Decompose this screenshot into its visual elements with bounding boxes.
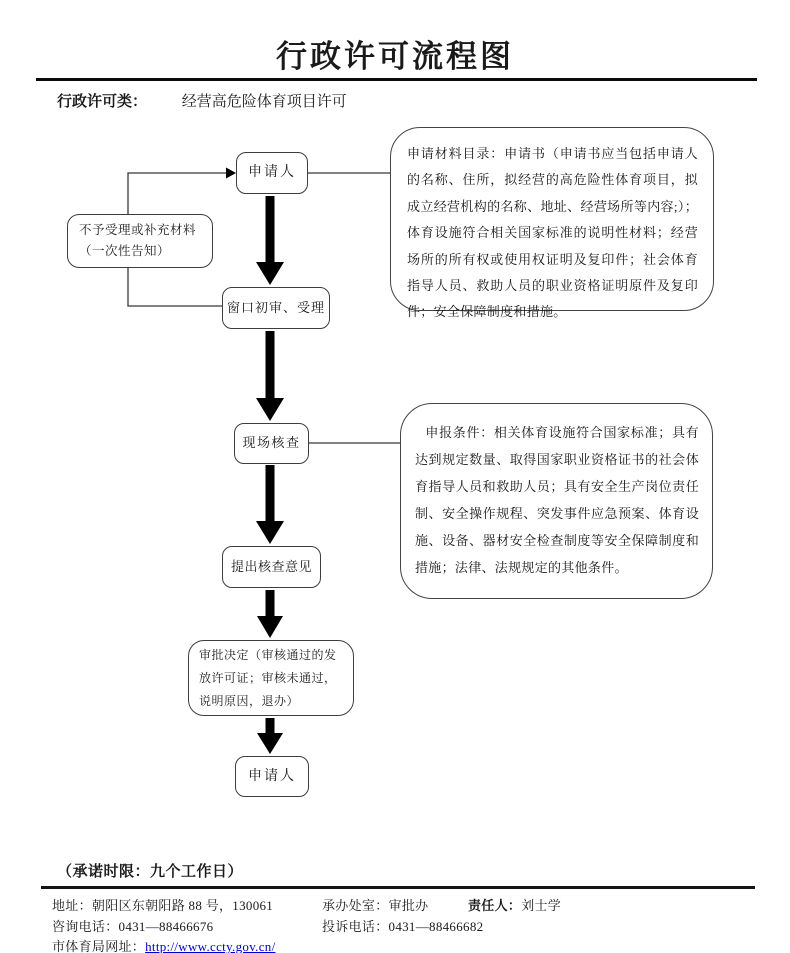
reject-notice-line1: 不予受理或补充材料 bbox=[79, 223, 197, 237]
footer-website-label: 市体育局网址： bbox=[52, 939, 146, 953]
arrow-site-to-opinion bbox=[256, 465, 284, 544]
footer-complaint-value: 0431—88466682 bbox=[388, 919, 484, 934]
callout-materials: 申请材料目录：申请书（申请书应当包括申请人的名称、住所，拟经营的高危险性体育项目，拟成立经营机构的名称、地址、经营场所等内容;）；体育设施符合相关国家标准的说明性材料；经营场所的所有权或使用权证明及复印件；社会体育指导人员、救助人员的职业资格证明原件及复印件；安全保障制度和措施。 bbox=[390, 127, 714, 311]
reject-notice-line2: （一次性告知） bbox=[79, 244, 171, 258]
footer-complaint-label: 投诉电话： bbox=[322, 919, 389, 934]
footer-person-label: 责任人： bbox=[468, 898, 522, 913]
flow-node-reject-notice bbox=[67, 214, 213, 268]
footer-consult-value: 0431—88466676 bbox=[118, 919, 214, 934]
arrow-approval-to-applicant bbox=[257, 718, 283, 754]
callout-conditions: 申报条件：相关体育设施符合国家标准；具有达到规定数量、取得国家职业资格证书的社会体育指导人员和救助人员；具有安全生产岗位责任制、安全操作规程、突发事件应急预案、体育设施、设备、器材安全检查制度等安全保障制度和措施；法律、法规规定的其他条件。 bbox=[400, 403, 713, 599]
footer-consult-label: 咨询电话： bbox=[52, 919, 119, 934]
footer-office-value: 审批办 bbox=[388, 898, 429, 913]
flow-node-approval-decision bbox=[188, 640, 354, 716]
footer-address-value: 朝阳区东朝阳路 88 号，130061 bbox=[91, 898, 274, 913]
flow-node-window-review: 窗口初审、受理 bbox=[222, 287, 330, 329]
footer-address-label: 地址： bbox=[52, 898, 92, 913]
footer-person-value: 刘士学 bbox=[521, 898, 562, 913]
footer-office-label: 承办处室： bbox=[322, 898, 389, 913]
page-title: 行政许可流程图 bbox=[276, 39, 514, 74]
flow-node-check-opinion: 提出核查意见 bbox=[222, 546, 321, 588]
arrow-applicant-to-window bbox=[256, 196, 284, 285]
flow-node-applicant-bottom: 申请人 bbox=[235, 756, 309, 797]
approval-decision-text: 审批决定（审核通过的发放许可证；审核未通过，说明原因，退办） bbox=[199, 647, 337, 708]
arrow-opinion-to-approval bbox=[257, 590, 283, 638]
category-label: 行政许可类： bbox=[57, 94, 148, 110]
promise-note: （承诺时限：九个工作日） bbox=[57, 864, 244, 880]
category-value: 经营高危险体育项目许可 bbox=[181, 94, 347, 110]
flow-node-site-check: 现场核查 bbox=[234, 423, 309, 464]
reject-loop-arrowhead bbox=[226, 168, 236, 179]
flow-node-applicant-top: 申请人 bbox=[236, 152, 308, 194]
arrow-window-to-site bbox=[256, 331, 284, 421]
website-link[interactable]: http://www.ccty.gov.cn/ bbox=[145, 939, 276, 953]
